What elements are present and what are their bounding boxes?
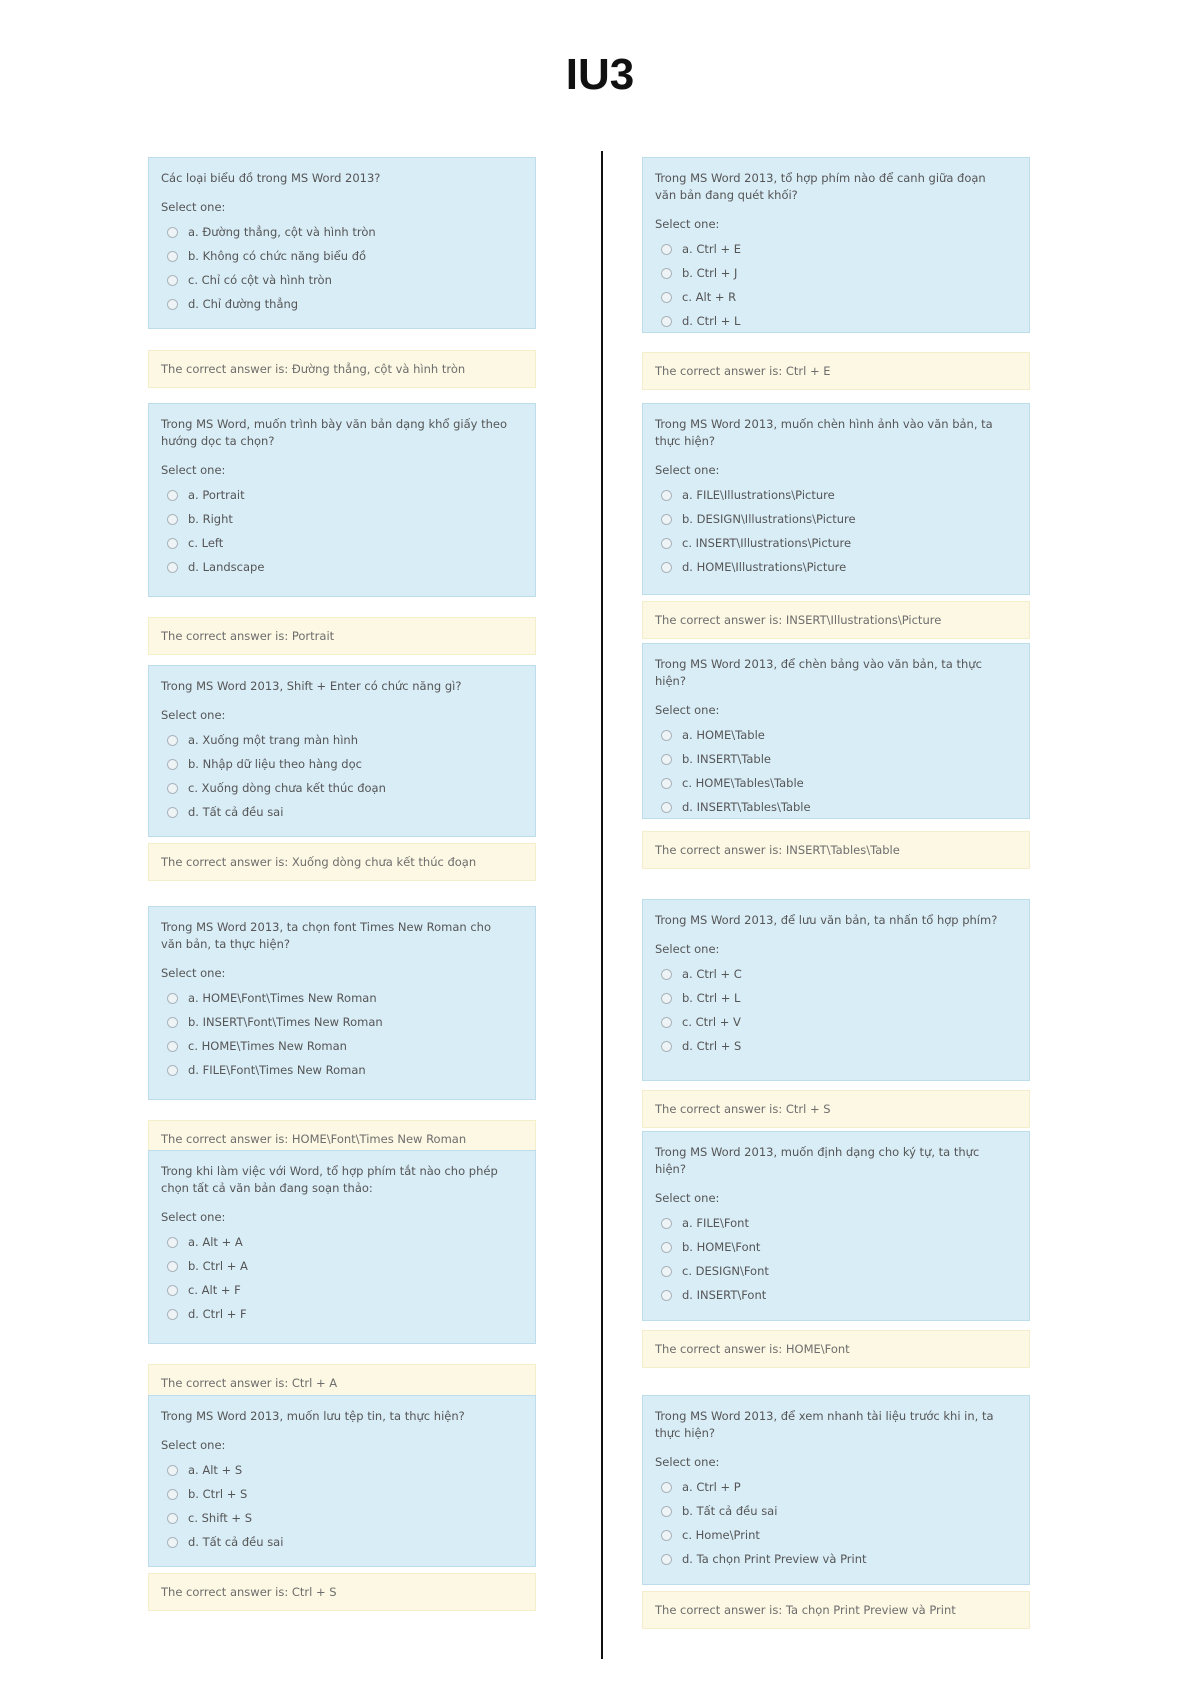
option-label: b. Ctrl + J (682, 265, 738, 280)
question-text: Trong MS Word 2013, tổ hợp phím nào để canh giữa đoạn văn bản đang quét khối? (655, 171, 986, 202)
option-label: c. Left (188, 535, 224, 550)
radio-button-icon[interactable] (661, 778, 672, 789)
answer-option[interactable] (655, 1259, 1015, 1283)
radio-button-icon[interactable] (661, 802, 672, 813)
option-label: a. FILE\Font (682, 1215, 749, 1230)
answer-value: HOME\Font (785, 1342, 850, 1356)
option-label: b. Ctrl + L (682, 990, 741, 1005)
radio-button-icon[interactable] (661, 1266, 672, 1277)
answer-option[interactable] (161, 555, 521, 579)
answer-option[interactable] (655, 986, 1015, 1010)
option-label: c. DESIGN\Font (682, 1263, 769, 1278)
correct-answer-feedback (642, 831, 1030, 869)
option-label: b. Nhập dữ liệu theo hàng dọc (188, 756, 362, 771)
radio-button-icon[interactable] (167, 251, 178, 262)
radio-button-icon[interactable] (167, 562, 178, 573)
question-text: Trong MS Word, muốn trình bày văn bản dạng khổ giấy theo hướng dọc ta chọn? (161, 417, 508, 448)
option-label: b. DESIGN\Illustrations\Picture (682, 511, 856, 526)
question-card (642, 1131, 1030, 1321)
answer-value: Ctrl + S (291, 1585, 337, 1599)
select-one-label: Select one: (161, 1210, 226, 1224)
radio-button-icon[interactable] (661, 538, 672, 549)
radio-button-icon[interactable] (167, 1465, 178, 1476)
option-label: d. Ta chọn Print Preview và Print (682, 1551, 867, 1566)
answer-option[interactable] (655, 555, 1015, 579)
answer-prefix: The correct answer is: (655, 1102, 786, 1116)
answer-prefix: The correct answer is: (655, 364, 786, 378)
option-label: a. HOME\Table (682, 727, 765, 742)
answer-option[interactable] (161, 268, 521, 292)
answer-option[interactable] (655, 1211, 1015, 1235)
option-label: a. Alt + A (188, 1234, 243, 1249)
answer-option[interactable] (655, 1235, 1015, 1259)
option-label: b. Ctrl + A (188, 1258, 248, 1273)
select-one-label: Select one: (161, 966, 226, 980)
option-label: a. Ctrl + P (682, 1479, 741, 1494)
select-one-label: Select one: (161, 463, 226, 477)
radio-button-icon[interactable] (167, 1261, 178, 1272)
option-label: d. FILE\Font\Times New Roman (188, 1062, 366, 1077)
answer-option[interactable] (161, 728, 521, 752)
radio-button-icon[interactable] (167, 514, 178, 525)
answer-option[interactable] (161, 1034, 521, 1058)
option-label: a. Portrait (188, 487, 245, 502)
answer-value: HOME\Font\Times New Roman (291, 1132, 467, 1146)
answer-option[interactable] (161, 507, 521, 531)
radio-button-icon[interactable] (167, 807, 178, 818)
question-text: Trong MS Word 2013, muốn lưu tệp tin, ta thực hiện? (161, 1409, 465, 1423)
radio-button-icon[interactable] (661, 1017, 672, 1028)
radio-button-icon[interactable] (661, 562, 672, 573)
radio-button-icon[interactable] (661, 1041, 672, 1052)
option-label: d. Chỉ đường thẳng (188, 296, 299, 311)
option-label: d. Ctrl + L (682, 313, 741, 328)
answer-option[interactable] (655, 261, 1015, 285)
answer-value: Portrait (291, 629, 335, 643)
radio-button-icon[interactable] (661, 490, 672, 501)
option-label: a. Đường thẳng, cột và hình tròn (188, 224, 376, 239)
option-label: b. HOME\Font (682, 1239, 761, 1254)
question-card (148, 665, 536, 837)
correct-answer-feedback (642, 601, 1030, 639)
answer-value: Ta chọn Print Preview và Print (785, 1603, 956, 1617)
option-label: a. FILE\Illustrations\Picture (682, 487, 835, 502)
radio-button-icon[interactable] (167, 1309, 178, 1320)
answer-option[interactable] (655, 237, 1015, 261)
answer-option[interactable] (655, 1547, 1015, 1571)
radio-button-icon[interactable] (167, 275, 178, 286)
answer-option[interactable] (655, 483, 1015, 507)
radio-button-icon[interactable] (167, 1237, 178, 1248)
answer-prefix: The correct answer is: (161, 855, 292, 869)
option-label: c. Ctrl + V (682, 1014, 741, 1029)
question-card (148, 1395, 536, 1567)
answer-option[interactable] (655, 1499, 1015, 1523)
answer-option[interactable] (161, 1058, 521, 1082)
radio-button-icon[interactable] (167, 490, 178, 501)
radio-button-icon[interactable] (661, 1242, 672, 1253)
option-label: a. Alt + S (188, 1462, 243, 1477)
radio-button-icon[interactable] (167, 1285, 178, 1296)
radio-button-icon[interactable] (661, 244, 672, 255)
option-label: d. Tất cả đều sai (188, 1534, 284, 1549)
answer-option[interactable] (655, 531, 1015, 555)
radio-button-icon[interactable] (661, 730, 672, 741)
select-one-label: Select one: (161, 708, 226, 722)
radio-button-icon[interactable] (167, 1017, 178, 1028)
correct-answer-feedback (642, 1591, 1030, 1629)
select-one-label: Select one: (655, 463, 720, 477)
answer-value: Ctrl + S (785, 1102, 831, 1116)
option-label: c. Xuống dòng chưa kết thúc đoạn (188, 780, 386, 795)
answer-option[interactable] (161, 1482, 521, 1506)
option-label: b. Tất cả đều sai (682, 1503, 778, 1518)
option-label: c. Alt + F (188, 1282, 241, 1297)
answer-option[interactable] (161, 1278, 521, 1302)
question-text: Trong MS Word 2013, để chèn bảng vào văn bản, ta thực hiện? (655, 657, 982, 688)
select-one-label: Select one: (161, 200, 226, 214)
question-card (642, 643, 1030, 819)
answer-option[interactable] (655, 285, 1015, 309)
radio-button-icon[interactable] (661, 754, 672, 765)
answer-prefix: The correct answer is: (655, 1603, 786, 1617)
answer-value: INSERT\Tables\Table (785, 843, 900, 857)
answer-option[interactable] (161, 776, 521, 800)
select-one-label: Select one: (655, 942, 720, 956)
answer-option[interactable] (161, 220, 521, 244)
answer-option[interactable] (161, 1230, 521, 1254)
answer-value: Đường thẳng, cột và hình tròn (291, 362, 466, 376)
answer-prefix: The correct answer is: (161, 1132, 292, 1146)
answer-option[interactable] (161, 1530, 521, 1554)
column-divider (601, 151, 603, 1659)
answer-prefix: The correct answer is: (161, 629, 292, 643)
option-label: c. HOME\Tables\Table (682, 775, 804, 790)
page-title: IU3 (565, 50, 635, 99)
answer-prefix: The correct answer is: (655, 613, 786, 627)
answer-option[interactable] (161, 1458, 521, 1482)
answer-value: Ctrl + E (785, 364, 831, 378)
question-text: Trong MS Word 2013, muốn định dạng cho ký tự, ta thực hiện? (655, 1145, 980, 1176)
answer-option[interactable] (655, 309, 1015, 333)
radio-button-icon[interactable] (167, 1489, 178, 1500)
option-label: b. Không có chức năng biểu đồ (188, 248, 367, 263)
answer-option[interactable] (161, 1506, 521, 1530)
correct-answer-feedback (148, 1573, 536, 1611)
question-text: Trong MS Word 2013, muốn chèn hình ảnh vào văn bản, ta thực hiện? (655, 417, 993, 448)
option-label: d. Ctrl + F (188, 1306, 247, 1321)
select-one-label: Select one: (655, 703, 720, 717)
option-label: a. Ctrl + C (682, 966, 742, 981)
option-label: c. HOME\Times New Roman (188, 1038, 347, 1053)
answer-option[interactable] (655, 771, 1015, 795)
option-label: b. INSERT\Table (682, 751, 771, 766)
select-one-label: Select one: (655, 1455, 720, 1469)
radio-button-icon[interactable] (661, 292, 672, 303)
radio-button-icon[interactable] (661, 514, 672, 525)
radio-button-icon[interactable] (167, 227, 178, 238)
option-label: b. Right (188, 511, 233, 526)
answer-prefix: The correct answer is: (161, 1376, 292, 1390)
answer-option[interactable] (655, 1475, 1015, 1499)
correct-answer-feedback (148, 617, 536, 655)
question-text: Trong MS Word 2013, ta chọn font Times New Roman cho văn bản, ta thực hiện? (161, 920, 491, 951)
correct-answer-feedback (148, 350, 536, 388)
option-label: d. HOME\Illustrations\Picture (682, 559, 847, 574)
radio-button-icon[interactable] (661, 1530, 672, 1541)
answer-option[interactable] (655, 1010, 1015, 1034)
correct-answer-feedback (642, 1330, 1030, 1368)
question-text: Trong MS Word 2013, để xem nhanh tài liệu trước khi in, ta thực hiện? (655, 1409, 994, 1440)
question-card (642, 1395, 1030, 1585)
answer-option[interactable] (161, 1254, 521, 1278)
answer-prefix: The correct answer is: (161, 1585, 292, 1599)
option-label: c. Shift + S (188, 1510, 253, 1525)
question-text: Trong khi làm việc với Word, tổ hợp phím tắt nào cho phép chọn tất cả văn bản đang soạn thảo: (161, 1164, 498, 1195)
answer-option[interactable] (161, 1010, 521, 1034)
radio-button-icon[interactable] (661, 316, 672, 327)
radio-button-icon[interactable] (167, 1041, 178, 1052)
correct-answer-feedback (642, 1090, 1030, 1128)
answer-prefix: The correct answer is: (655, 1342, 786, 1356)
option-label: d. INSERT\Tables\Table (682, 799, 811, 814)
option-label: d. INSERT\Font (682, 1287, 767, 1302)
option-label: c. INSERT\Illustrations\Picture (682, 535, 852, 550)
answer-option[interactable] (655, 723, 1015, 747)
correct-answer-feedback (642, 352, 1030, 390)
answer-option[interactable] (161, 1302, 521, 1326)
question-card (148, 157, 536, 329)
option-label: d. Landscape (188, 559, 265, 574)
answer-option[interactable] (655, 1034, 1015, 1058)
radio-button-icon[interactable] (167, 299, 178, 310)
radio-button-icon[interactable] (167, 735, 178, 746)
select-one-label: Select one: (655, 217, 720, 231)
question-card (148, 403, 536, 597)
option-label: d. Tất cả đều sai (188, 804, 284, 819)
radio-button-icon[interactable] (661, 993, 672, 1004)
option-label: c. Alt + R (682, 289, 737, 304)
radio-button-icon[interactable] (661, 1290, 672, 1301)
option-label: b. Ctrl + S (188, 1486, 248, 1501)
answer-option[interactable] (655, 795, 1015, 819)
answer-option[interactable] (161, 531, 521, 555)
question-text: Các loại biểu đồ trong MS Word 2013? (161, 171, 381, 185)
option-label: a. Ctrl + E (682, 241, 742, 256)
answer-value: Ctrl + A (291, 1376, 338, 1390)
radio-button-icon[interactable] (661, 268, 672, 279)
option-label: d. Ctrl + S (682, 1038, 742, 1053)
answer-option[interactable] (655, 1283, 1015, 1307)
select-one-label: Select one: (655, 1191, 720, 1205)
option-label: b. INSERT\Font\Times New Roman (188, 1014, 383, 1029)
correct-answer-feedback (148, 843, 536, 881)
radio-button-icon[interactable] (167, 1537, 178, 1548)
answer-option[interactable] (655, 747, 1015, 771)
radio-button-icon[interactable] (167, 538, 178, 549)
question-card (148, 906, 536, 1100)
radio-button-icon[interactable] (661, 969, 672, 980)
radio-button-icon[interactable] (167, 993, 178, 1004)
answer-option[interactable] (161, 752, 521, 776)
question-card (642, 157, 1030, 333)
radio-button-icon[interactable] (661, 1218, 672, 1229)
option-label: c. Chỉ có cột và hình tròn (188, 272, 332, 287)
answer-prefix: The correct answer is: (161, 362, 292, 376)
answer-option[interactable] (655, 962, 1015, 986)
radio-button-icon[interactable] (167, 783, 178, 794)
answer-option[interactable] (161, 986, 521, 1010)
radio-button-icon[interactable] (167, 1513, 178, 1524)
answer-prefix: The correct answer is: (655, 843, 786, 857)
answer-value: Xuống dòng chưa kết thúc đoạn (291, 855, 477, 869)
option-label: a. HOME\Font\Times New Roman (188, 990, 377, 1005)
select-one-label: Select one: (161, 1438, 226, 1452)
question-card (148, 1150, 536, 1344)
question-text: Trong MS Word 2013, Shift + Enter có chức năng gì? (161, 679, 462, 693)
answer-option[interactable] (161, 483, 521, 507)
answer-option[interactable] (655, 1523, 1015, 1547)
radio-button-icon[interactable] (661, 1554, 672, 1565)
question-card (642, 899, 1030, 1081)
answer-option[interactable] (161, 292, 521, 316)
answer-option[interactable] (655, 507, 1015, 531)
answer-option[interactable] (161, 244, 521, 268)
radio-button-icon[interactable] (167, 1065, 178, 1076)
answer-option[interactable] (161, 800, 521, 824)
radio-button-icon[interactable] (661, 1506, 672, 1517)
option-label: a. Xuống một trang màn hình (188, 732, 358, 747)
answer-value: INSERT\Illustrations\Picture (785, 613, 942, 627)
question-text: Trong MS Word 2013, để lưu văn bản, ta nhấn tổ hợp phím? (655, 913, 998, 927)
option-label: c. Home\Print (682, 1527, 760, 1542)
radio-button-icon[interactable] (167, 759, 178, 770)
question-card (642, 403, 1030, 595)
radio-button-icon[interactable] (661, 1482, 672, 1493)
